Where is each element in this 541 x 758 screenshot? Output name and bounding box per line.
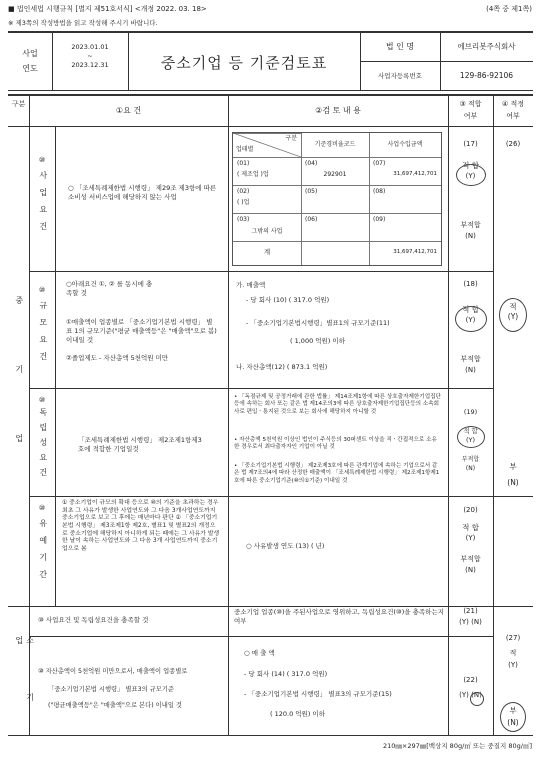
sec6-req-c: ("평균매출액등"은 "매출액"으로 본다) 이내일 것 bbox=[48, 702, 182, 709]
sec4-review: ○ 사유발생 연도 (13) ( 년) bbox=[246, 542, 325, 550]
sec2-req-c: ②졸업제도 - 자산총액 5천억원 미만 bbox=[66, 354, 169, 362]
col-revenue-header: 사업수입금액 bbox=[387, 141, 423, 148]
fiscal-period: 2023.01.01 ~ 2023.12.31 bbox=[71, 43, 109, 69]
row3-rev-no: (09) bbox=[373, 216, 386, 223]
sec3-num: ⑩ bbox=[38, 396, 46, 404]
col-fit-2: ④ 적정 여부 bbox=[501, 100, 525, 121]
corp-name-label: 법 인 명 bbox=[385, 42, 415, 51]
sec6-rev-a: ○ 매 출 액 bbox=[244, 649, 275, 657]
sec5-fit: (21) (Y) (N) bbox=[459, 607, 482, 627]
col-requirement: ①요 건 bbox=[115, 106, 142, 115]
sec2-num: ⑩ bbox=[38, 286, 46, 294]
sec2-req-a: ○아래요건 ①, ② 를 동시에 충족할 것 bbox=[66, 280, 153, 297]
col-fit: ③ 적합 여부 bbox=[459, 100, 482, 121]
row1-rev-no: (07) bbox=[373, 160, 386, 167]
sec2-label: 규모요건 bbox=[38, 301, 48, 369]
writing-note: ※ 제3쪽의 작성방법을 읽고 작성해 주시기 바랍니다. bbox=[8, 19, 158, 27]
sec2-col4: 적 (Y) bbox=[507, 302, 519, 322]
row2-code-no: (05) bbox=[305, 188, 318, 195]
inner-header-top: 구분 bbox=[285, 135, 297, 142]
sec6-req-b: 「중소기업기본법 시행령」 별표3의 규모기준 bbox=[48, 686, 175, 693]
row1-code: 292901 bbox=[323, 171, 347, 178]
sec2-rev-d: ( 1,000 억원) 이하 bbox=[290, 337, 345, 345]
top-block bbox=[8, 31, 533, 91]
sec6-fit-mark bbox=[470, 692, 484, 706]
sec2-req-b: ①매출액이 업종별로 「중소기업기본법 시행령」 별표 1의 규모기준("평균 매출액등"은 "매출액"으로 봄) 이내일 것 bbox=[66, 318, 217, 344]
sec6-fit: (22) (Y) (N) bbox=[459, 676, 482, 700]
row3-name: 그밖의 사업 bbox=[251, 228, 283, 235]
law-reference: ■ 법인세법 시행규칙 [별지 제51호서식] <개정 2022. 03. 18> bbox=[8, 5, 207, 13]
sec4-num: ⑩ bbox=[38, 504, 46, 512]
sec2-rev-b: - 당 회사 (10) ( 317.0 억원) bbox=[246, 296, 330, 304]
sec3-rev-c: • 「중소기업기본법 시행령」 제2조제3호에 따른 관계기업에 속하는 기업으로서 같은 법 제7조의4에 따라 산정한 매출액이 「조세특례제한법 시행령」 제2조제1항제1호에 따른 중소기업기준(⑩의①기준) 이내일 것 bbox=[234, 463, 440, 484]
col-division: 구분 bbox=[11, 100, 26, 108]
sec5-review: 중소기업 업종(⑩)을 주된사업으로 영위하고, 독립성요건(⑩)을 충족하는지 여부 bbox=[234, 608, 445, 625]
corp-name: 에브리봇주식회사 bbox=[457, 42, 516, 51]
sec3-label: 독립성요건 bbox=[38, 408, 48, 483]
total-rev: 31,697,412,701 bbox=[393, 249, 437, 255]
sec1-label: 사업요건 bbox=[38, 171, 48, 239]
row3-code-no: (06) bbox=[305, 216, 318, 223]
row1-code-no: (04) bbox=[305, 160, 318, 167]
sec1-fit-mark bbox=[456, 164, 486, 186]
sec6-rev-b: - 당 회사 (14) ( 317.0 억원) bbox=[244, 670, 328, 678]
sec6-col4-mark bbox=[500, 702, 526, 732]
row1-name: ( 제조업 )업 bbox=[237, 171, 269, 178]
year-label: 사업 연도 bbox=[22, 49, 38, 73]
row1-rev: 31,697,412,701 bbox=[393, 171, 437, 177]
page-count: (4쪽 중 제1쪽) bbox=[486, 5, 532, 13]
sec3-rev-a: • 「독점규제 및 공정거래에 관한 법률」 제14조제1항에 따른 상호출자제한기업집단등에 속하는 회사 또는 같은 법 제14조의3에 따른 상호출자제한기업집단등의 소속회사로 편입ㆍ통지된 것으로 보는 회사에 해당하지 아니할 것 bbox=[234, 394, 441, 415]
col-review: ②검 토 내 용 bbox=[315, 106, 361, 115]
form-title: 중소기업 등 기준검토표 bbox=[160, 54, 328, 72]
sec1-num: ⑩ bbox=[38, 156, 46, 164]
biz-no-label: 사업자등록번호 bbox=[378, 72, 422, 80]
row2-no: (02) bbox=[237, 188, 250, 195]
row2-rev-no: (08) bbox=[373, 188, 386, 195]
sec3-col4: 부 (N) bbox=[507, 462, 519, 488]
sec6-rev-c: - 「중소기업기본법 시행령」 별표3의 규모기준(15) bbox=[244, 690, 392, 698]
sec6-req-a: ⑩ 자산총액이 5천억원 미만으로서, 매출액이 업종별로 bbox=[38, 668, 188, 675]
total-label: 계 bbox=[263, 248, 271, 256]
sec3-fit: (19) 적 합 (Y) 부적합 (N) bbox=[461, 408, 480, 473]
sec2-rev-a: 가. 매출액 bbox=[236, 281, 266, 289]
sec3-fit-mark bbox=[457, 426, 485, 448]
sec2-fit-mark bbox=[455, 306, 487, 332]
col-code-header: 기준경비율코드 bbox=[314, 141, 356, 148]
paper-spec: 210㎜×297㎜[백상지 80g/㎡ 또는 중질지 80g/㎡] bbox=[382, 742, 532, 750]
row3-no: (03) bbox=[237, 216, 250, 223]
sec6-col4: 부 (N) bbox=[507, 706, 519, 728]
sec2-rev-e: 나. 자산총액(12) ( 873.1 억원) bbox=[236, 363, 328, 371]
small-biz-label: 소 기 업 bbox=[14, 636, 35, 721]
row2-name: ( )업 bbox=[237, 199, 250, 206]
sec1-fit: (17) 적 합 (Y) 부적합 (N) bbox=[460, 140, 481, 241]
sec5-requirement: ⑩ 사업요건 및 독립성요건을 충족할 것 bbox=[38, 616, 149, 624]
sec2-col4-mark bbox=[499, 298, 527, 332]
sme-label: 중 기 업 bbox=[14, 296, 24, 468]
sec3-rev-b: • 자산총액 5천억원 이상인 법인이 주식등의 30퍼센트 이상을 직ㆍ간접적으로 소유한 경우로서 최다출자자인 기업이 아닐 것 bbox=[234, 437, 437, 451]
sec1-inner-table bbox=[232, 132, 442, 266]
row1-no: (01) bbox=[237, 160, 250, 167]
sec4-fit: (20) 적 합 (Y) 부적합 (N) bbox=[460, 506, 481, 575]
sec5-col4: (27) 적 (Y) bbox=[505, 634, 521, 669]
sec1-col4: (26) bbox=[505, 140, 521, 148]
biz-no: 129-86-92106 bbox=[459, 71, 514, 80]
sec2-rev-c: - 「중소기업기본법시행령」별표1의 규모기준(11) bbox=[246, 319, 390, 327]
sec4-label: 유예기간 bbox=[38, 519, 48, 587]
sec4-requirement: ① 중소기업이 규모의 확대 등으로 ⑩의 기준을 초과하는 경우 최초 그 사유가 발생한 사업연도와 그 다음 3개사업연도까지 중소기업으로 보고 그 후에는 매년마다 판단 ② 「중소기업기본법 시행령」 제3조제1항 제2호, 별표1 및 별표2의 개정으로 중소기업에 해당하지 아니하게 되는 때에는 그 사유가 발생한 날이 속하는 사업연도와 그 다음 3개 사업연도까지 중소기업으로 봄 bbox=[62, 500, 220, 553]
sec2-fit: (18) 적 합 (Y) 부적합 (N) bbox=[460, 280, 481, 375]
sec6-rev-d: ( 120.0 억원) 이하 bbox=[270, 710, 325, 718]
sec3-requirement: 「조세특례제한법 시행령」 제2조제1항제3호에 적합한 기업일것 bbox=[78, 436, 202, 453]
main-table bbox=[8, 94, 533, 736]
sec1-requirement: ○ 「조세특례제한법 시행령」 제29조 제3항에 따른 소비성 서비스업에 해당하지 않는 사업 bbox=[68, 184, 217, 201]
inner-header-bottom: 업태별 bbox=[236, 146, 254, 153]
